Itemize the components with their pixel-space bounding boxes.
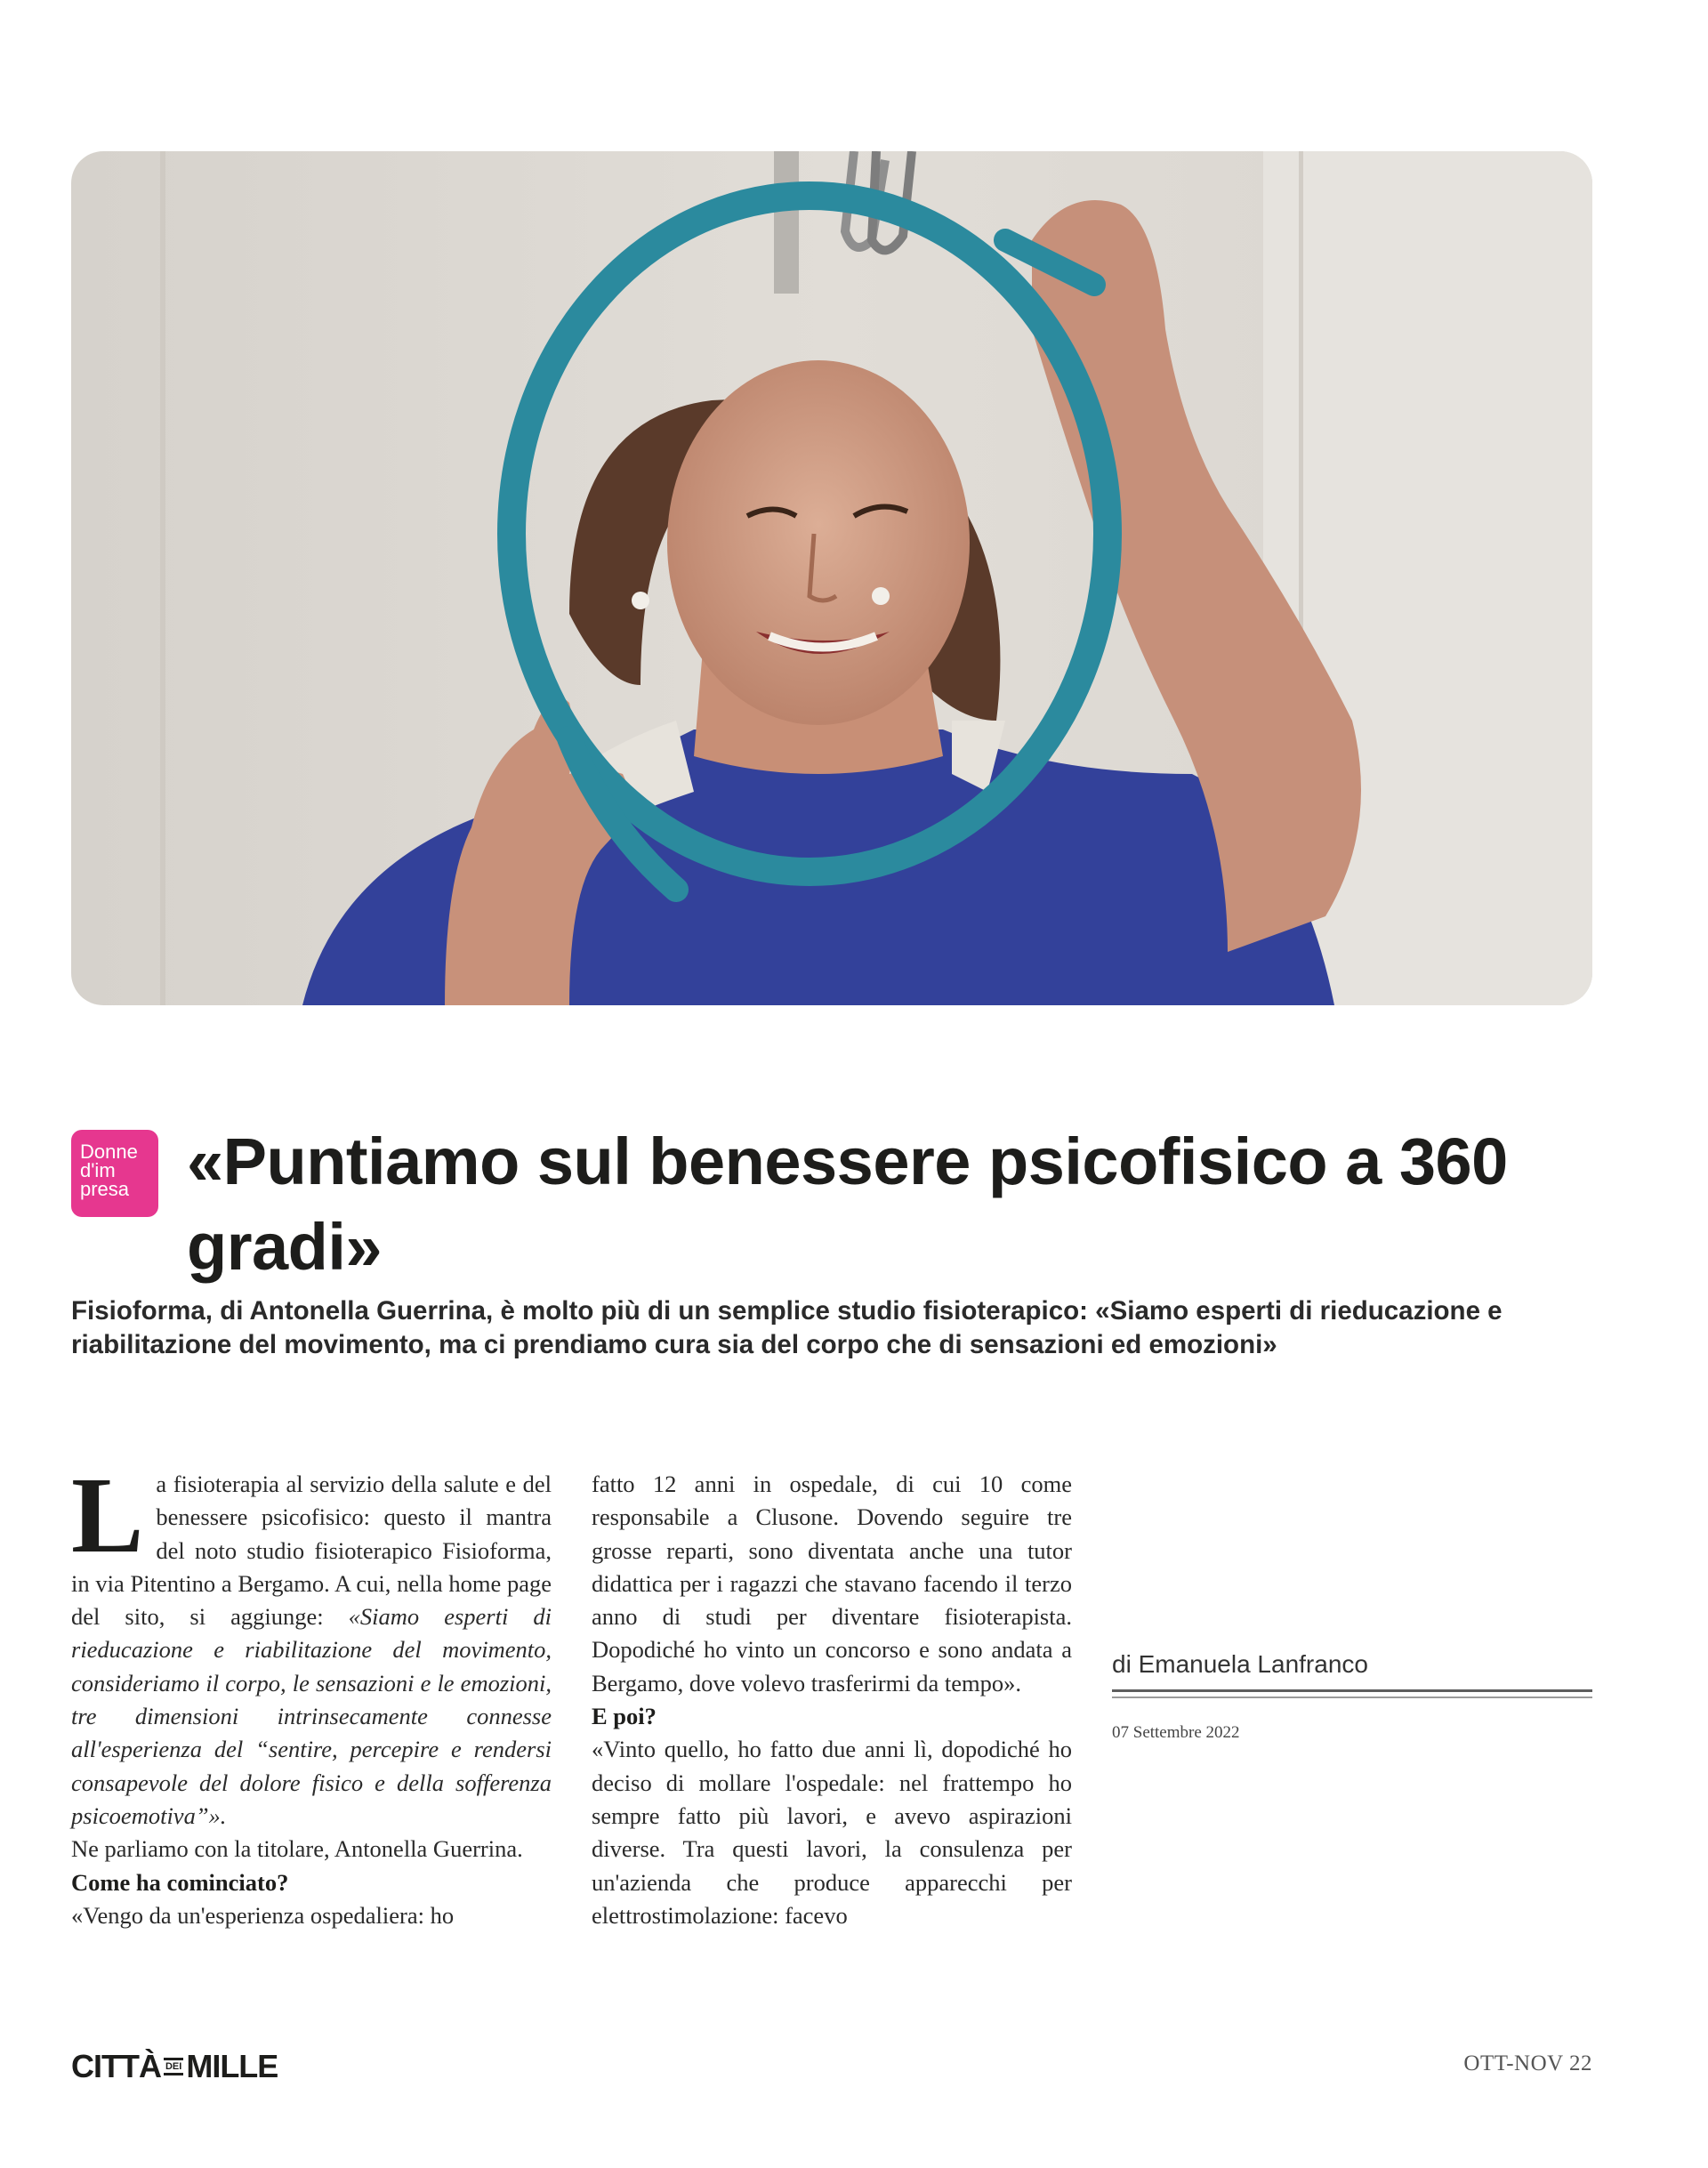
logo-mid <box>164 2058 183 2075</box>
badge-line: Donne <box>80 1140 138 1163</box>
article-column-1 <box>71 1455 552 1932</box>
body-text: a fisioterapia al servizio della salute e del benessere psicofisico: questo il mantra del noto studio fisioterapico Fisioforma, in via Pitentino a Bergamo. A cui, nella home page del sito, si aggiunge: <box>71 1471 552 1631</box>
article-column-2 <box>592 1468 1072 1932</box>
section-badge <box>71 1130 158 1217</box>
divider <box>1112 1697 1592 1698</box>
article-subtitle: Fisioforma, di Antonella Guerrina, è molto più di un semplice studio fisioterapico: «Siamo esperti di rieducazione e riabilitazione del movimento, ma ci prendiamo cura sia del corpo che di sensazioni ed emozioni» <box>71 1296 1503 1359</box>
body-text: «Vinto quello, ho fatto due anni lì, dopodiché ho deciso di mollare l'ospedale: nel frattempo ho sempre fatto più lavori, e avevo aspirazioni diverse. Tra questi lavori, la consulenza per un'azienda che produce apparecchi per elettrostimolazione: facevo <box>592 1736 1072 1929</box>
interview-question: E poi? <box>592 1703 657 1730</box>
interview-question: Come ha cominciato? <box>71 1868 289 1896</box>
body-text: «Vengo da un'esperienza ospedaliera: ho <box>71 1901 455 1929</box>
badge-line: d'im <box>80 1159 116 1181</box>
logo-text: CITTÀ <box>71 2048 161 2084</box>
body-text: fatto 12 anni in ospedale, di cui 10 come responsabile a Clusone. Dovendo seguire tre grosse reparti, sono diventata anche una tutor didattica per i ragazzi che stavano facendo il terzo anno di studi per diventare fisioterapista. Dopodiché ho vinto un concorso e sono andata a Bergamo, dove volevo trasferirmi da tempo». <box>592 1471 1072 1697</box>
badge-line: presa <box>80 1178 130 1200</box>
issue-label: OTT-NOV 22 <box>1463 2051 1592 2075</box>
article-title: «Puntiamo sul benessere psicofisico a 360 gradi» <box>187 1124 1508 1284</box>
author-name: di Emanuela Lanfranco <box>1112 1650 1592 1692</box>
body-text: Ne parliamo con la titolare, Antonella Guerrina. <box>71 1835 523 1863</box>
hero-photo <box>71 151 1592 1005</box>
body-quote: «Siamo esperti di rieducazione e riabilitazione del movimento, consideriamo il corpo, le sensazioni e le emozioni, tre dimensioni intrinsecamente connesse all'esperienza del “sentire, percepire e rendersi consapevole del dolore fisico e della sofferenza psicoemotiva”». <box>71 1603 552 1829</box>
logo-text: MILLE <box>186 2048 278 2084</box>
drop-cap: L <box>71 1455 144 1576</box>
magazine-logo <box>71 2048 278 2085</box>
byline <box>1112 1650 1592 1743</box>
publish-date: 07 Settembre 2022 <box>1112 1723 1240 1742</box>
logo-mid-text: DEI <box>165 2061 182 2072</box>
